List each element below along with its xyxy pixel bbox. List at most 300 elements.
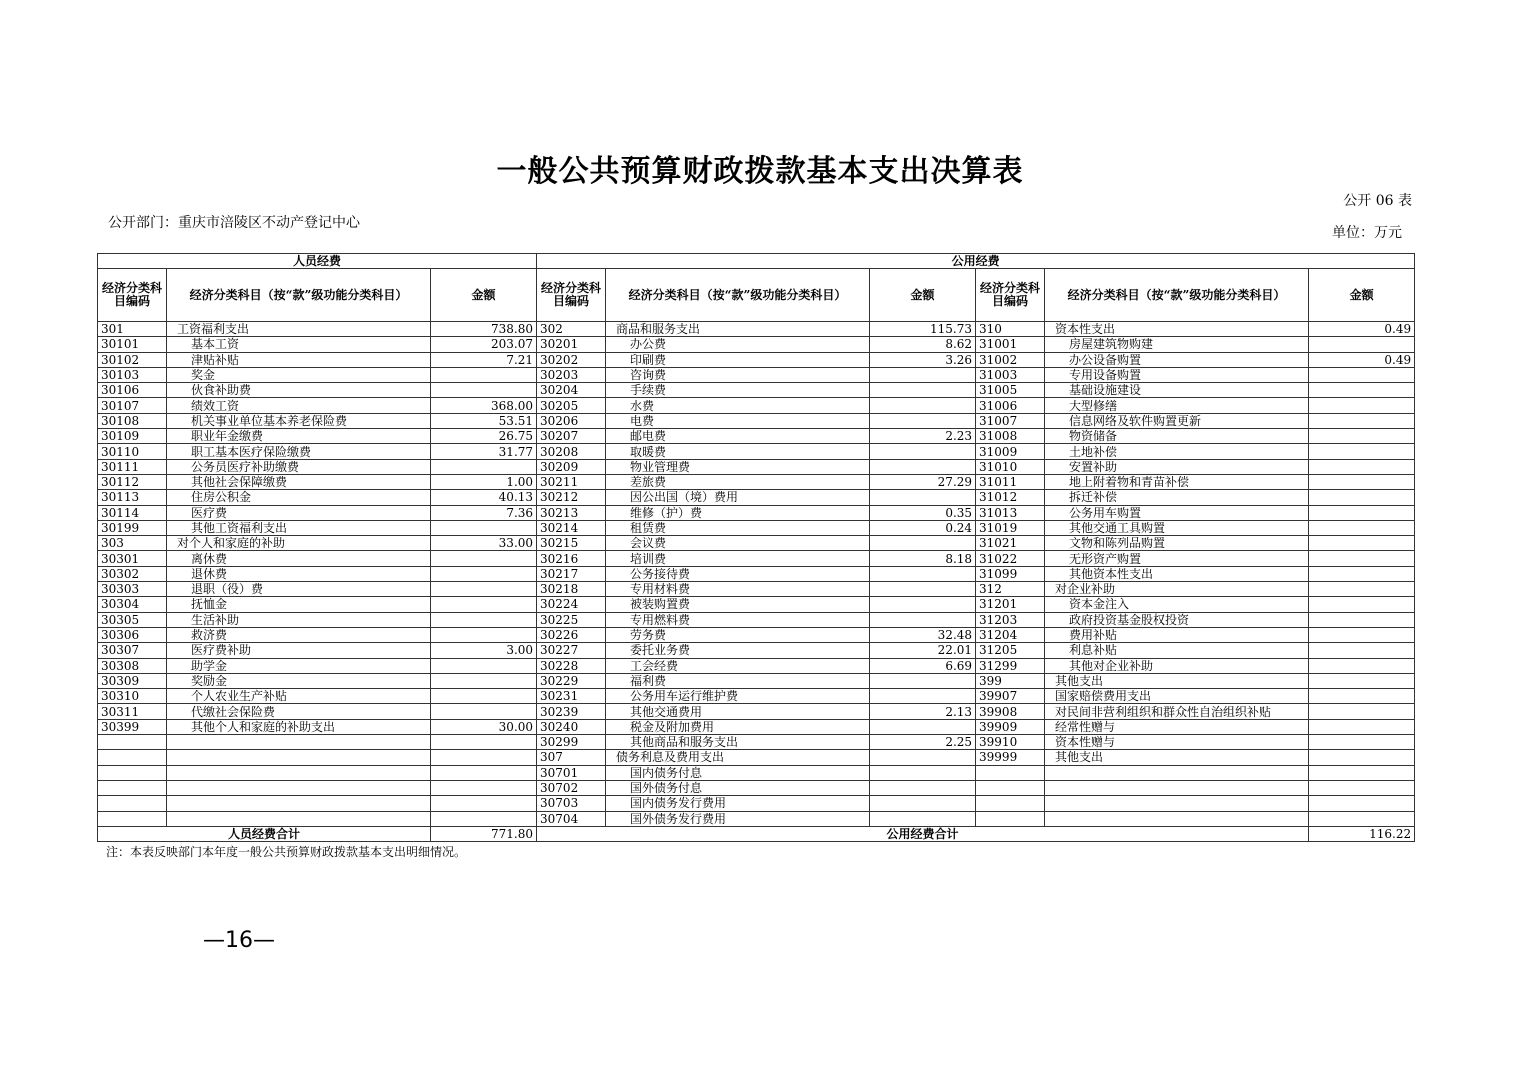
code-cell: 30203 (537, 367, 606, 382)
amount-cell (1309, 459, 1415, 474)
code-cell: 31013 (976, 505, 1045, 520)
amount-cell (431, 520, 537, 535)
code-cell (98, 765, 167, 780)
code-cell: 30299 (537, 735, 606, 750)
amount-cell (431, 811, 537, 826)
code-cell: 31299 (976, 658, 1045, 673)
item-name-cell: 专用燃料费 (606, 612, 870, 627)
item-name-cell: 抚恤金 (167, 597, 431, 612)
amount-cell: 115.73 (870, 322, 976, 337)
item-name-cell: 债务利息及费用支出 (606, 750, 870, 765)
item-name-cell: 生活补助 (167, 612, 431, 627)
item-name-cell: 费用补贴 (1045, 627, 1309, 642)
table-row (98, 444, 1415, 459)
item-name-cell (1045, 780, 1309, 795)
code-cell: 31012 (976, 490, 1045, 505)
item-name-cell: 公务用车运行维护费 (606, 689, 870, 704)
code-cell (98, 735, 167, 750)
code-cell: 30311 (98, 704, 167, 719)
item-name-cell: 咨询费 (606, 367, 870, 382)
code-cell: 30215 (537, 536, 606, 551)
item-name-cell: 其他资本性支出 (1045, 566, 1309, 581)
code-cell: 30199 (98, 520, 167, 535)
item-name-cell: 基础设施建设 (1045, 383, 1309, 398)
table-number: 公开 06 表 (1343, 193, 1412, 209)
amount-cell: 53.51 (431, 413, 537, 428)
code-cell: 31001 (976, 337, 1045, 352)
code-cell (976, 780, 1045, 795)
item-name-cell: 物资储备 (1045, 429, 1309, 444)
amount-cell (870, 459, 976, 474)
amount-cell (870, 750, 976, 765)
item-name-cell: 税金及附加费用 (606, 719, 870, 734)
amount-cell (1309, 750, 1415, 765)
column-header-row (98, 269, 1415, 322)
item-name-cell: 物业管理费 (606, 459, 870, 474)
amount-cell (1309, 796, 1415, 811)
header-amount: 金额 (431, 269, 537, 322)
code-cell: 30309 (98, 673, 167, 688)
amount-cell (1309, 413, 1415, 428)
amount-cell (431, 673, 537, 688)
item-name-cell: 住房公积金 (167, 490, 431, 505)
code-cell: 30110 (98, 444, 167, 459)
item-name-cell: 代缴社会保险费 (167, 704, 431, 719)
code-cell (976, 796, 1045, 811)
table-row (98, 627, 1415, 642)
code-cell: 30701 (537, 765, 606, 780)
amount-cell (431, 704, 537, 719)
header-name: 经济分类科目（按“款”级功能分类科目） (167, 269, 431, 322)
code-cell: 30308 (98, 658, 167, 673)
amount-cell (431, 582, 537, 597)
expenditure-table (97, 253, 1415, 842)
code-cell: 30208 (537, 444, 606, 459)
code-cell: 30106 (98, 383, 167, 398)
item-name-cell (1045, 765, 1309, 780)
public-total-label: 公用经费合计 (537, 826, 1309, 841)
amount-cell (870, 566, 976, 581)
code-cell: 30102 (98, 352, 167, 367)
amount-cell (431, 459, 537, 474)
code-cell: 30226 (537, 627, 606, 642)
amount-cell: 0.35 (870, 505, 976, 520)
amount-cell: 2.25 (870, 735, 976, 750)
item-name-cell: 职业年金缴费 (167, 429, 431, 444)
amount-cell (1309, 658, 1415, 673)
item-name-cell: 公务员医疗补助缴费 (167, 459, 431, 474)
item-name-cell: 拆迁补偿 (1045, 490, 1309, 505)
code-cell: 303 (98, 536, 167, 551)
totals-row (98, 826, 1415, 841)
amount-cell (870, 398, 976, 413)
header-code: 经济分类科目编码 (98, 269, 167, 322)
code-cell: 312 (976, 582, 1045, 597)
item-name-cell: 公务接待费 (606, 566, 870, 581)
item-name-cell: 救济费 (167, 627, 431, 642)
amount-cell (870, 719, 976, 734)
item-name-cell: 其他支出 (1045, 673, 1309, 688)
amount-cell: 0.49 (1309, 352, 1415, 367)
table-row (98, 796, 1415, 811)
code-cell: 30214 (537, 520, 606, 535)
code-cell: 30306 (98, 627, 167, 642)
table-row (98, 322, 1415, 337)
item-name-cell (1045, 811, 1309, 826)
item-name-cell: 对个人和家庭的补助 (167, 536, 431, 551)
table-row (98, 429, 1415, 444)
code-cell: 39908 (976, 704, 1045, 719)
code-cell: 30399 (98, 719, 167, 734)
amount-cell: 32.48 (870, 627, 976, 642)
code-cell: 30216 (537, 551, 606, 566)
amount-cell (1309, 551, 1415, 566)
amount-cell (870, 490, 976, 505)
item-name-cell: 绩效工资 (167, 398, 431, 413)
amount-cell (431, 367, 537, 382)
amount-cell (431, 566, 537, 581)
amount-cell: 1.00 (431, 474, 537, 489)
amount-cell: 7.21 (431, 352, 537, 367)
code-cell: 31006 (976, 398, 1045, 413)
amount-cell: 31.77 (431, 444, 537, 459)
code-cell: 30112 (98, 474, 167, 489)
page-number: —16— (203, 928, 275, 953)
personnel-total-amount: 771.80 (431, 826, 537, 841)
item-name-cell: 会议费 (606, 536, 870, 551)
amount-cell (1309, 582, 1415, 597)
code-cell: 31201 (976, 597, 1045, 612)
header-name: 经济分类科目（按“款”级功能分类科目） (1045, 269, 1309, 322)
code-cell: 30212 (537, 490, 606, 505)
amount-cell (870, 597, 976, 612)
header-amount: 金额 (870, 269, 976, 322)
amount-cell (431, 796, 537, 811)
code-cell: 30303 (98, 582, 167, 597)
code-cell: 30111 (98, 459, 167, 474)
amount-cell (1309, 367, 1415, 382)
item-name-cell: 机关事业单位基本养老保险费 (167, 413, 431, 428)
amount-cell (870, 413, 976, 428)
amount-cell: 3.26 (870, 352, 976, 367)
public-total-amount: 116.22 (1309, 826, 1415, 841)
code-cell: 30205 (537, 398, 606, 413)
code-cell: 30307 (98, 643, 167, 658)
code-cell: 30114 (98, 505, 167, 520)
item-name-cell: 土地补偿 (1045, 444, 1309, 459)
item-name-cell: 伙食补助费 (167, 383, 431, 398)
amount-cell (431, 383, 537, 398)
code-cell: 31203 (976, 612, 1045, 627)
amount-cell: 33.00 (431, 536, 537, 551)
code-cell: 31205 (976, 643, 1045, 658)
code-cell: 30304 (98, 597, 167, 612)
code-cell: 30213 (537, 505, 606, 520)
table-row (98, 490, 1415, 505)
code-cell: 399 (976, 673, 1045, 688)
item-name-cell: 国内债务付息 (606, 765, 870, 780)
code-cell: 30101 (98, 337, 167, 352)
item-name-cell: 个人农业生产补贴 (167, 689, 431, 704)
item-name-cell: 政府投资基金股权投资 (1045, 612, 1309, 627)
amount-cell (1309, 536, 1415, 551)
code-cell (976, 811, 1045, 826)
code-cell: 30704 (537, 811, 606, 826)
item-name-cell: 办公设备购置 (1045, 352, 1309, 367)
table-row (98, 612, 1415, 627)
item-name-cell: 电费 (606, 413, 870, 428)
amount-cell (1309, 337, 1415, 352)
code-cell: 31010 (976, 459, 1045, 474)
table-row (98, 367, 1415, 382)
item-name-cell: 离休费 (167, 551, 431, 566)
item-name-cell: 印刷费 (606, 352, 870, 367)
item-name-cell: 工资福利支出 (167, 322, 431, 337)
header-amount: 金额 (1309, 269, 1415, 322)
amount-cell: 22.01 (870, 643, 976, 658)
item-name-cell: 办公费 (606, 337, 870, 352)
amount-cell (1309, 689, 1415, 704)
item-name-cell (167, 735, 431, 750)
amount-cell (431, 735, 537, 750)
code-cell: 39907 (976, 689, 1045, 704)
amount-cell: 40.13 (431, 490, 537, 505)
unit-label: 单位：万元 (1332, 225, 1402, 241)
table-row (98, 398, 1415, 413)
item-name-cell: 劳务费 (606, 627, 870, 642)
amount-cell (1309, 673, 1415, 688)
code-cell: 30211 (537, 474, 606, 489)
amount-cell (870, 582, 976, 597)
amount-cell (870, 536, 976, 551)
amount-cell (1309, 383, 1415, 398)
code-cell: 31022 (976, 551, 1045, 566)
amount-cell (1309, 811, 1415, 826)
item-name-cell: 助学金 (167, 658, 431, 673)
code-cell (98, 780, 167, 795)
code-cell: 30201 (537, 337, 606, 352)
amount-cell (1309, 474, 1415, 489)
item-name-cell (167, 796, 431, 811)
amount-cell (1309, 520, 1415, 535)
table-row (98, 704, 1415, 719)
table-row (98, 474, 1415, 489)
code-cell: 31011 (976, 474, 1045, 489)
amount-cell (1309, 627, 1415, 642)
code-cell: 31003 (976, 367, 1045, 382)
amount-cell (870, 811, 976, 826)
amount-cell (870, 780, 976, 795)
amount-cell (431, 689, 537, 704)
amount-cell: 27.29 (870, 474, 976, 489)
table-row (98, 658, 1415, 673)
table-row (98, 735, 1415, 750)
item-name-cell: 资本金注入 (1045, 597, 1309, 612)
amount-cell: 8.62 (870, 337, 976, 352)
amount-cell (870, 689, 976, 704)
code-cell: 30239 (537, 704, 606, 719)
item-name-cell: 差旅费 (606, 474, 870, 489)
section-public: 公用经费 (537, 254, 1415, 269)
amount-cell (1309, 765, 1415, 780)
amount-cell (431, 597, 537, 612)
item-name-cell: 其他商品和服务支出 (606, 735, 870, 750)
item-name-cell: 国外债务发行费用 (606, 811, 870, 826)
code-cell: 30302 (98, 566, 167, 581)
code-cell: 30209 (537, 459, 606, 474)
amount-cell (431, 780, 537, 795)
item-name-cell: 对企业补助 (1045, 582, 1309, 597)
code-cell: 30206 (537, 413, 606, 428)
code-cell: 310 (976, 322, 1045, 337)
table-row (98, 459, 1415, 474)
code-cell: 30231 (537, 689, 606, 704)
code-cell: 30108 (98, 413, 167, 428)
item-name-cell: 取暖费 (606, 444, 870, 459)
amount-cell (870, 444, 976, 459)
item-name-cell (1045, 796, 1309, 811)
amount-cell (431, 551, 537, 566)
amount-cell (431, 627, 537, 642)
item-name-cell: 商品和服务支出 (606, 322, 870, 337)
amount-cell (870, 796, 976, 811)
item-name-cell: 地上附着物和青苗补偿 (1045, 474, 1309, 489)
code-cell: 31005 (976, 383, 1045, 398)
code-cell: 30240 (537, 719, 606, 734)
table-row (98, 505, 1415, 520)
code-cell: 39910 (976, 735, 1045, 750)
item-name-cell: 资本性支出 (1045, 322, 1309, 337)
item-name-cell: 专用设备购置 (1045, 367, 1309, 382)
amount-cell: 2.23 (870, 429, 976, 444)
amount-cell: 8.18 (870, 551, 976, 566)
code-cell: 30204 (537, 383, 606, 398)
item-name-cell: 手续费 (606, 383, 870, 398)
table-row (98, 765, 1415, 780)
table-row (98, 413, 1415, 428)
amount-cell: 2.13 (870, 704, 976, 719)
item-name-cell: 津贴补贴 (167, 352, 431, 367)
item-name-cell: 无形资产购置 (1045, 551, 1309, 566)
amount-cell (431, 765, 537, 780)
page-title: 一般公共预算财政拨款基本支出决算表 (496, 154, 1024, 189)
amount-cell (1309, 444, 1415, 459)
code-cell: 31021 (976, 536, 1045, 551)
amount-cell (1309, 398, 1415, 413)
item-name-cell: 房屋建筑物购建 (1045, 337, 1309, 352)
table-row (98, 551, 1415, 566)
code-cell: 31019 (976, 520, 1045, 535)
amount-cell (870, 383, 976, 398)
table-row (98, 536, 1415, 551)
table-row (98, 582, 1415, 597)
amount-cell (1309, 566, 1415, 581)
header-name: 经济分类科目（按“款”级功能分类科目） (606, 269, 870, 322)
amount-cell (1309, 704, 1415, 719)
code-cell: 30702 (537, 780, 606, 795)
amount-cell: 368.00 (431, 398, 537, 413)
item-name-cell: 经常性赠与 (1045, 719, 1309, 734)
code-cell: 30703 (537, 796, 606, 811)
item-name-cell (167, 780, 431, 795)
item-name-cell: 医疗费补助 (167, 643, 431, 658)
section-personnel: 人员经费 (98, 254, 537, 269)
amount-cell (870, 765, 976, 780)
item-name-cell: 专用材料费 (606, 582, 870, 597)
item-name-cell: 信息网络及软件购置更新 (1045, 413, 1309, 428)
amount-cell (870, 673, 976, 688)
item-name-cell: 委托业务费 (606, 643, 870, 658)
code-cell: 30107 (98, 398, 167, 413)
item-name-cell: 其他社会保障缴费 (167, 474, 431, 489)
amount-cell: 3.00 (431, 643, 537, 658)
code-cell: 30224 (537, 597, 606, 612)
code-cell: 30202 (537, 352, 606, 367)
code-cell: 31009 (976, 444, 1045, 459)
item-name-cell: 利息补贴 (1045, 643, 1309, 658)
amount-cell (431, 750, 537, 765)
table-row (98, 383, 1415, 398)
table-row (98, 352, 1415, 367)
item-name-cell: 其他支出 (1045, 750, 1309, 765)
item-name-cell (167, 811, 431, 826)
code-cell: 30207 (537, 429, 606, 444)
code-cell: 31204 (976, 627, 1045, 642)
code-cell: 30217 (537, 566, 606, 581)
code-cell (98, 796, 167, 811)
item-name-cell: 其他个人和家庭的补助支出 (167, 719, 431, 734)
section-header-row (98, 254, 1415, 269)
item-name-cell: 国内债务发行费用 (606, 796, 870, 811)
table-row (98, 597, 1415, 612)
item-name-cell: 培训费 (606, 551, 870, 566)
item-name-cell: 公务用车购置 (1045, 505, 1309, 520)
item-name-cell: 被装购置费 (606, 597, 870, 612)
item-name-cell: 工会经费 (606, 658, 870, 673)
amount-cell (1309, 735, 1415, 750)
code-cell: 30225 (537, 612, 606, 627)
table-row (98, 719, 1415, 734)
amount-cell: 6.69 (870, 658, 976, 673)
item-name-cell (167, 765, 431, 780)
code-cell: 31099 (976, 566, 1045, 581)
item-name-cell: 大型修缮 (1045, 398, 1309, 413)
header-code: 经济分类科目编码 (537, 269, 606, 322)
item-name-cell: 退职（役）费 (167, 582, 431, 597)
item-name-cell: 维修（护）费 (606, 505, 870, 520)
item-name-cell: 其他对企业补助 (1045, 658, 1309, 673)
code-cell: 31002 (976, 352, 1045, 367)
item-name-cell: 其他交通工具购置 (1045, 520, 1309, 535)
code-cell: 39999 (976, 750, 1045, 765)
amount-cell: 26.75 (431, 429, 537, 444)
item-name-cell: 其他交通费用 (606, 704, 870, 719)
item-name-cell (167, 750, 431, 765)
item-name-cell: 水费 (606, 398, 870, 413)
table-row (98, 673, 1415, 688)
header-code: 经济分类科目编码 (976, 269, 1045, 322)
amount-cell: 0.24 (870, 520, 976, 535)
code-cell: 307 (537, 750, 606, 765)
code-cell: 39909 (976, 719, 1045, 734)
amount-cell (870, 612, 976, 627)
item-name-cell: 职工基本医疗保险缴费 (167, 444, 431, 459)
item-name-cell: 邮电费 (606, 429, 870, 444)
item-name-cell: 租赁费 (606, 520, 870, 535)
code-cell: 30228 (537, 658, 606, 673)
item-name-cell: 退休费 (167, 566, 431, 581)
item-name-cell: 福利费 (606, 673, 870, 688)
